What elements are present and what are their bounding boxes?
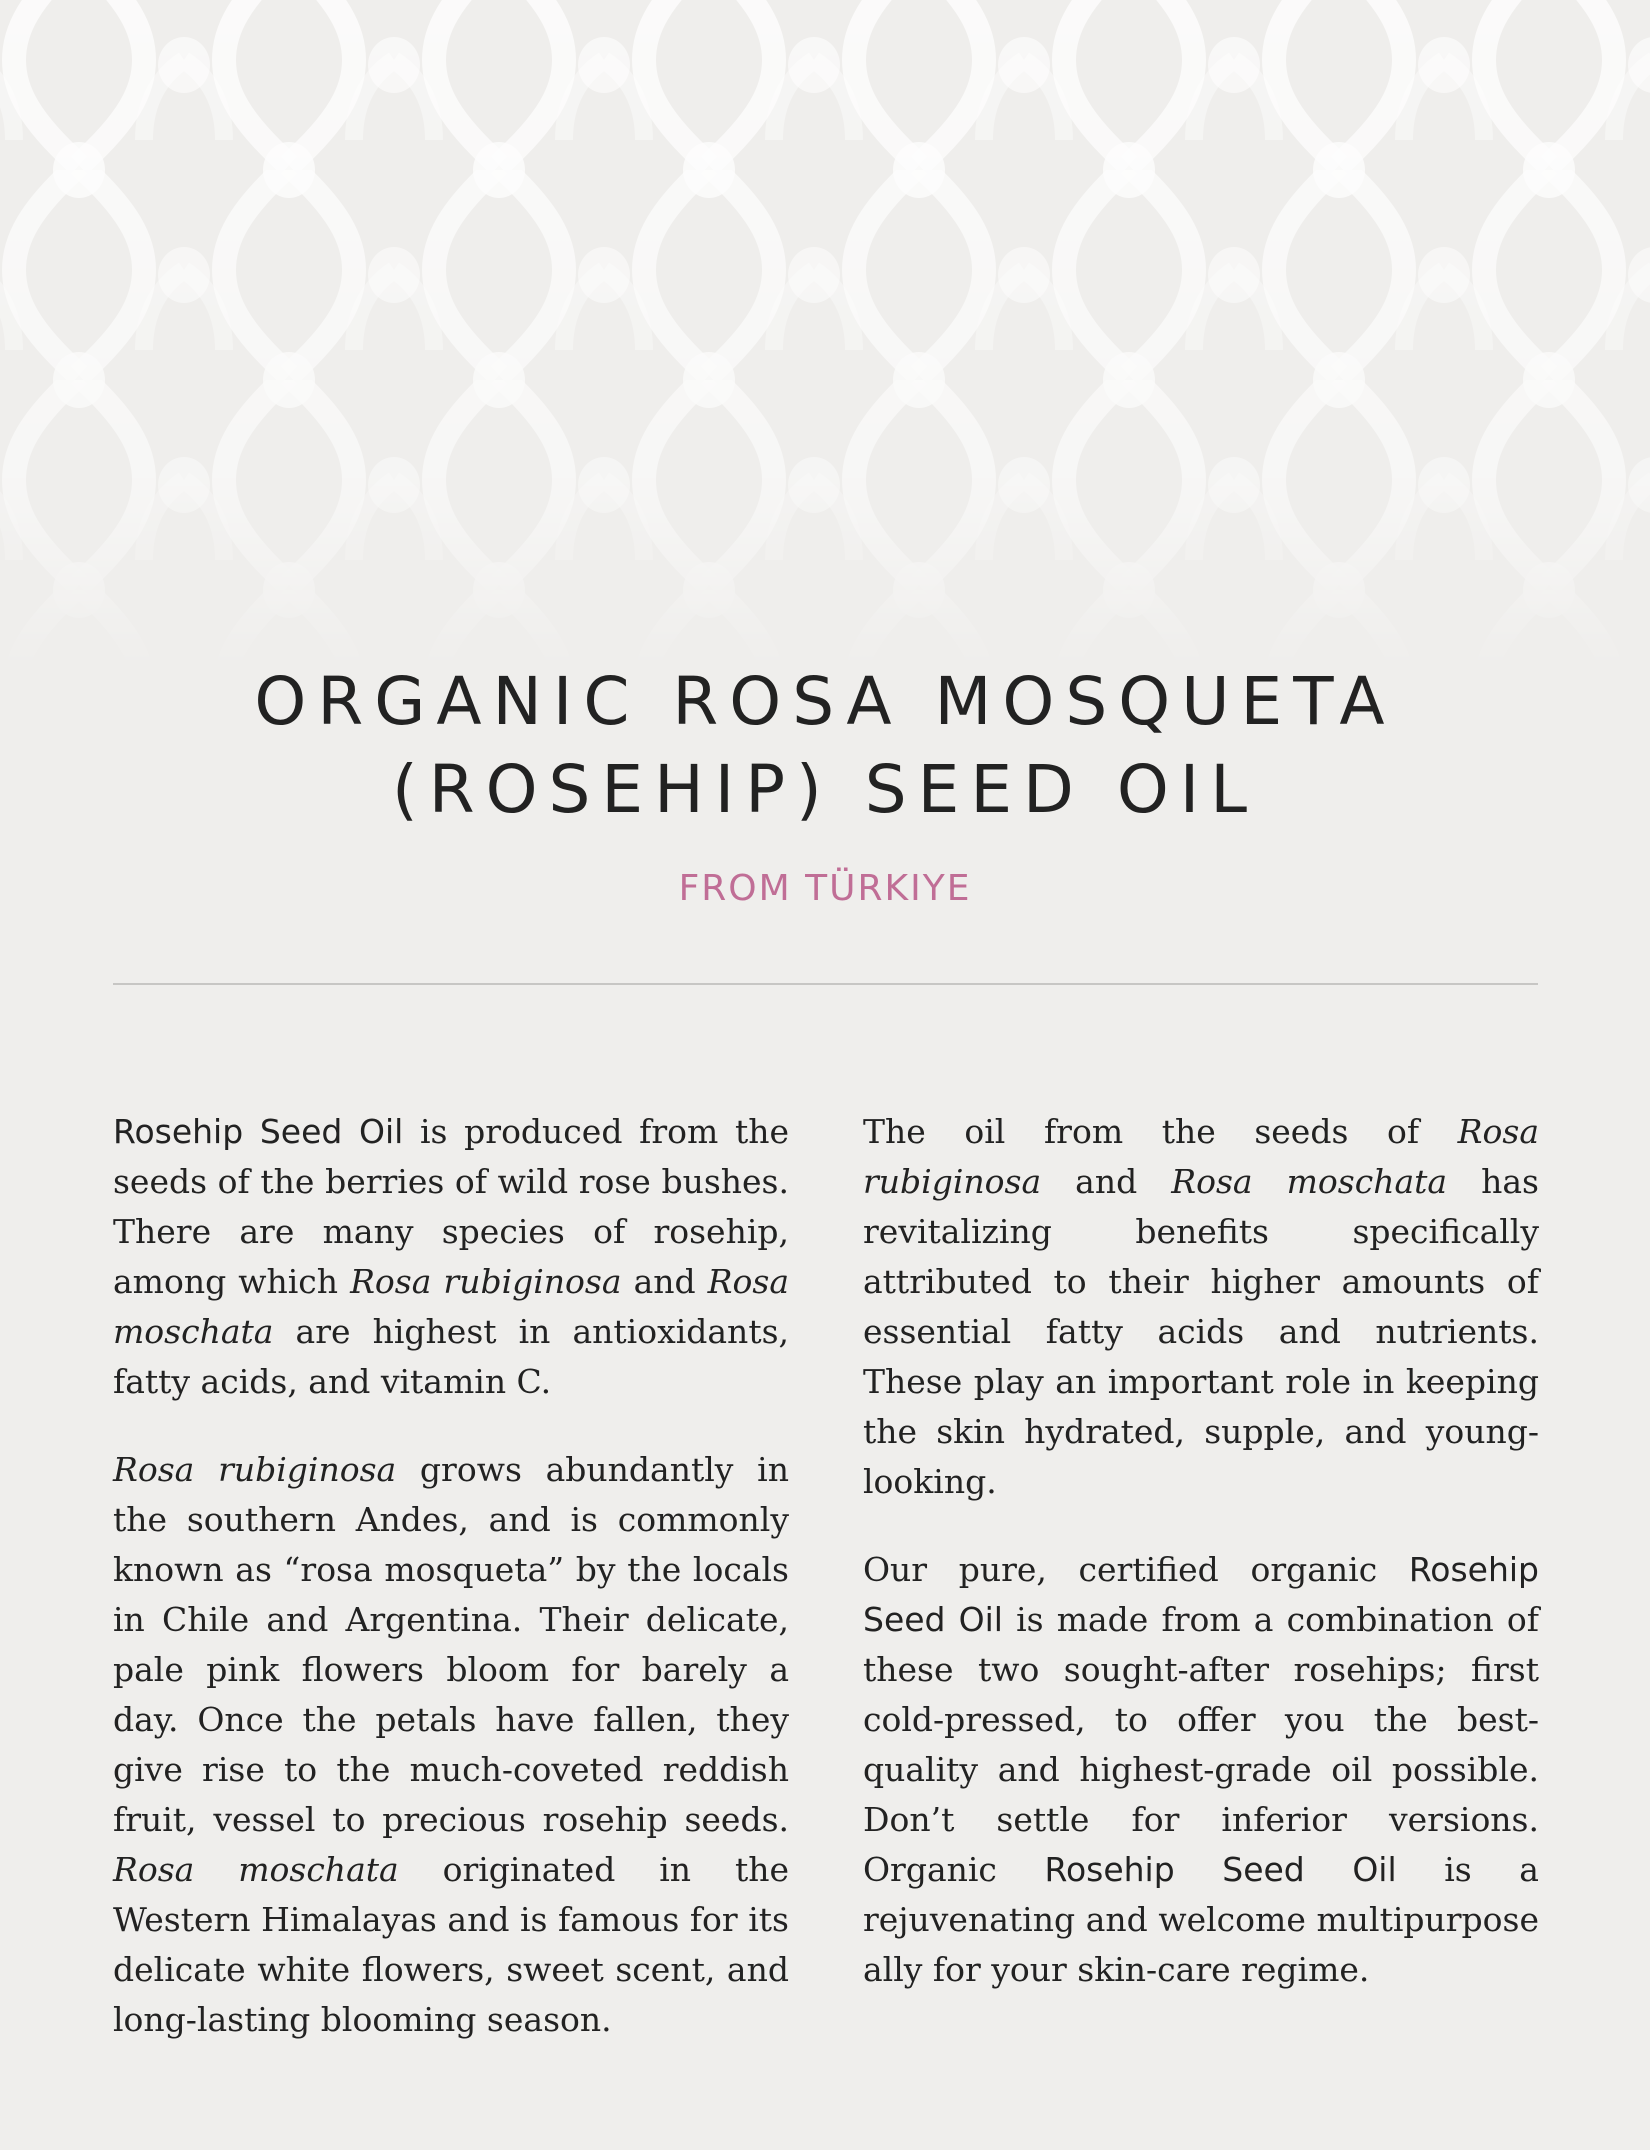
brand-name: Rosehip Seed Oil [113,1112,404,1151]
paragraph-origins [113,1445,789,2045]
text-span: originated in the Western Himalayas and is famous for its delicate white flowers, sweet scent, and long-lasting blooming season. [113,1850,789,2039]
text-span: are highest in antioxidants, fatty acids, and vitamin C. [113,1312,789,1401]
origin-subtitle: FROM TÜRKIYE [678,868,972,909]
text-span: and [621,1262,708,1301]
paragraph-intro [113,1107,789,1407]
text-span: is made from a combination of these two sought-after rosehips; first cold-pressed, to offer you the best-quality and highest-grade oil possible. Don’t settle for inferior versions. Organic [863,1600,1539,1889]
species-name: Rosa moschata [113,1262,789,1351]
species-name: Rosa rubiginosa [113,1450,397,1489]
ogee-pattern-graphic [0,0,1650,680]
text-span: The oil from the seeds of [863,1112,1458,1151]
decorative-pattern-band [0,0,1650,680]
page-title [0,658,1650,834]
section-divider [113,983,1538,985]
text-span: Our pure, certified organic [863,1550,1409,1589]
species-name: Rosa moschata [1171,1162,1448,1201]
text-span: is a rejuvenating and welcome multipurpose ally for your skin-care regime. [863,1850,1539,1989]
text-span: is produced from the seeds of the berries of wild rose bushes. There are many species of rosehip, among which [113,1112,789,1301]
brand-name: Rosehip Seed Oil [863,1550,1539,1639]
text-span: grows abundantly in the southern Andes, and is commonly known as “rosa mosqueta” by the locals in Chile and Argentina. Their delicate, pale pink flowers bloom for barely a day. Once the petals have fallen, they give rise to the much-coveted reddish fruit, vessel to precious rosehip seeds. [113,1450,789,1839]
species-name: Rosa rubiginosa [863,1112,1539,1201]
paragraph-benefits [863,1107,1539,1507]
text-span: and [1041,1162,1172,1201]
right-column [863,1107,1539,2033]
text-span: has revitalizing benefits specifically attributed to their higher amounts of essential fatty acids and nutrients. These play an important role in keeping the skin hydrated, supple, and young-looking. [863,1162,1539,1501]
species-name: Rosa rubiginosa [350,1262,622,1301]
brand-name: Rosehip Seed Oil [1044,1850,1397,1889]
species-name: Rosa moschata [113,1850,399,1889]
left-column [113,1107,789,2083]
title-line-2: (ROSEHIP) SEED OIL [391,751,1259,828]
paragraph-product [863,1545,1539,1995]
title-line-1: ORGANIC ROSA MOSQUETA [254,663,1396,740]
